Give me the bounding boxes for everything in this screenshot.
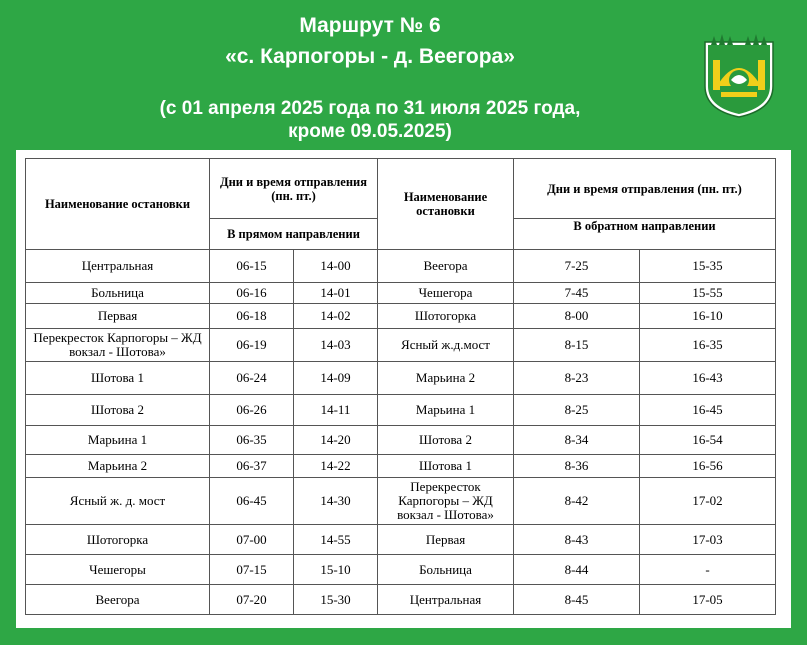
back-time-2-cell: 17-03 (640, 525, 776, 555)
table-row (26, 555, 776, 585)
back-time-1-cell: 7-25 (514, 250, 640, 283)
stop-forward-cell: Веегора (26, 585, 210, 615)
forward-time-2-cell: 14-22 (294, 455, 378, 478)
stop-back-cell: Чешегора (378, 283, 514, 304)
forward-time-2-cell: 14-09 (294, 362, 378, 395)
back-time-2-cell: - (640, 555, 776, 585)
forward-time-1-cell: 06-15 (210, 250, 294, 283)
back-time-2-cell: 17-02 (640, 478, 776, 525)
forward-time-1-cell: 06-26 (210, 395, 294, 426)
stop-forward-cell: Марьина 2 (26, 455, 210, 478)
stop-back-cell: Веегора (378, 250, 514, 283)
forward-time-1-cell: 07-20 (210, 585, 294, 615)
stop-forward-cell: Перекресток Карпогоры – ЖД вокзал - Шотова» (26, 329, 210, 362)
back-time-1-cell: 8-43 (514, 525, 640, 555)
forward-time-2-cell: 14-55 (294, 525, 378, 555)
table-row (26, 283, 776, 304)
stop-back-cell: Шотогорка (378, 304, 514, 329)
stop-back-cell: Центральная (378, 585, 514, 615)
back-time-2-cell: 15-55 (640, 283, 776, 304)
stop-back-cell: Марьина 2 (378, 362, 514, 395)
table-row (26, 426, 776, 455)
back-time-2-cell: 16-56 (640, 455, 776, 478)
route-number: Маршрут № 6 (299, 14, 441, 37)
forward-time-2-cell: 15-30 (294, 585, 378, 615)
forward-time-1-cell: 06-18 (210, 304, 294, 329)
forward-time-2-cell: 14-11 (294, 395, 378, 426)
back-time-2-cell: 16-35 (640, 329, 776, 362)
forward-time-2-cell: 14-30 (294, 478, 378, 525)
stop-back-cell: Шотова 1 (378, 455, 514, 478)
forward-time-2-cell: 15-10 (294, 555, 378, 585)
back-time-2-cell: 17-05 (640, 585, 776, 615)
stop-back-cell: Перекресток Карпогоры – ЖД вокзал - Шотова» (378, 478, 514, 525)
table-row (26, 395, 776, 426)
back-time-1-cell: 8-00 (514, 304, 640, 329)
back-time-2-cell: 15-35 (640, 250, 776, 283)
table-row (26, 362, 776, 395)
back-time-1-cell: 7-45 (514, 283, 640, 304)
back-time-1-cell: 8-36 (514, 455, 640, 478)
table-row (26, 304, 776, 329)
coat-of-arms-icon (703, 30, 775, 118)
period-line-2: кроме 09.05.2025) (288, 121, 452, 142)
back-time-1-cell: 8-23 (514, 362, 640, 395)
stop-back-cell: Первая (378, 525, 514, 555)
stop-back-cell: Шотова 2 (378, 426, 514, 455)
subheader-forward: В прямом направлении (210, 219, 378, 250)
back-time-1-cell: 8-45 (514, 585, 640, 615)
stop-forward-cell: Первая (26, 304, 210, 329)
subheader-back: В обратном направлении (514, 219, 776, 250)
stop-forward-cell: Чешегоры (26, 555, 210, 585)
back-time-1-cell: 8-44 (514, 555, 640, 585)
stop-forward-cell: Шотова 1 (26, 362, 210, 395)
forward-time-1-cell: 07-00 (210, 525, 294, 555)
period-line-1: (с 01 апреля 2025 года по 31 июля 2025 года, (159, 98, 581, 119)
forward-time-2-cell: 14-20 (294, 426, 378, 455)
forward-time-2-cell: 14-03 (294, 329, 378, 362)
forward-time-1-cell: 06-45 (210, 478, 294, 525)
forward-time-1-cell: 07-15 (210, 555, 294, 585)
header-stop-back: Наименование остановки (378, 159, 514, 250)
schedule-sheet (16, 150, 791, 628)
stop-forward-cell: Шотова 2 (26, 395, 210, 426)
table-row (26, 250, 776, 283)
back-time-1-cell: 8-34 (514, 426, 640, 455)
stop-forward-cell: Центральная (26, 250, 210, 283)
forward-time-1-cell: 06-24 (210, 362, 294, 395)
table-row (26, 585, 776, 615)
schedule-table (25, 158, 776, 615)
header-days-back: Дни и время отправления (пн. пт.) (514, 159, 776, 219)
table-row (26, 525, 776, 555)
header-days-forward: Дни и время отправления (пн. пт.) (210, 159, 378, 219)
forward-time-1-cell: 06-16 (210, 283, 294, 304)
back-time-2-cell: 16-10 (640, 304, 776, 329)
back-time-2-cell: 16-54 (640, 426, 776, 455)
table-row (26, 455, 776, 478)
forward-time-1-cell: 06-35 (210, 426, 294, 455)
stop-forward-cell: Марьина 1 (26, 426, 210, 455)
table-row (26, 329, 776, 362)
stop-back-cell: Марьина 1 (378, 395, 514, 426)
stop-forward-cell: Ясный ж. д. мост (26, 478, 210, 525)
back-time-1-cell: 8-25 (514, 395, 640, 426)
back-time-1-cell: 8-15 (514, 329, 640, 362)
table-header-row (26, 159, 776, 219)
back-time-2-cell: 16-43 (640, 362, 776, 395)
table-body (26, 250, 776, 615)
back-time-2-cell: 16-45 (640, 395, 776, 426)
back-time-1-cell: 8-42 (514, 478, 640, 525)
forward-time-2-cell: 14-02 (294, 304, 378, 329)
stop-forward-cell: Больница (26, 283, 210, 304)
forward-time-2-cell: 14-01 (294, 283, 378, 304)
forward-time-1-cell: 06-37 (210, 455, 294, 478)
table-row (26, 478, 776, 525)
header-stop-forward: Наименование остановки (26, 159, 210, 250)
stop-forward-cell: Шотогорка (26, 525, 210, 555)
forward-time-2-cell: 14-00 (294, 250, 378, 283)
stop-back-cell: Ясный ж.д.мост (378, 329, 514, 362)
stop-back-cell: Больница (378, 555, 514, 585)
forward-time-1-cell: 06-19 (210, 329, 294, 362)
route-name: «с. Карпогоры - д. Веегора» (225, 45, 515, 68)
